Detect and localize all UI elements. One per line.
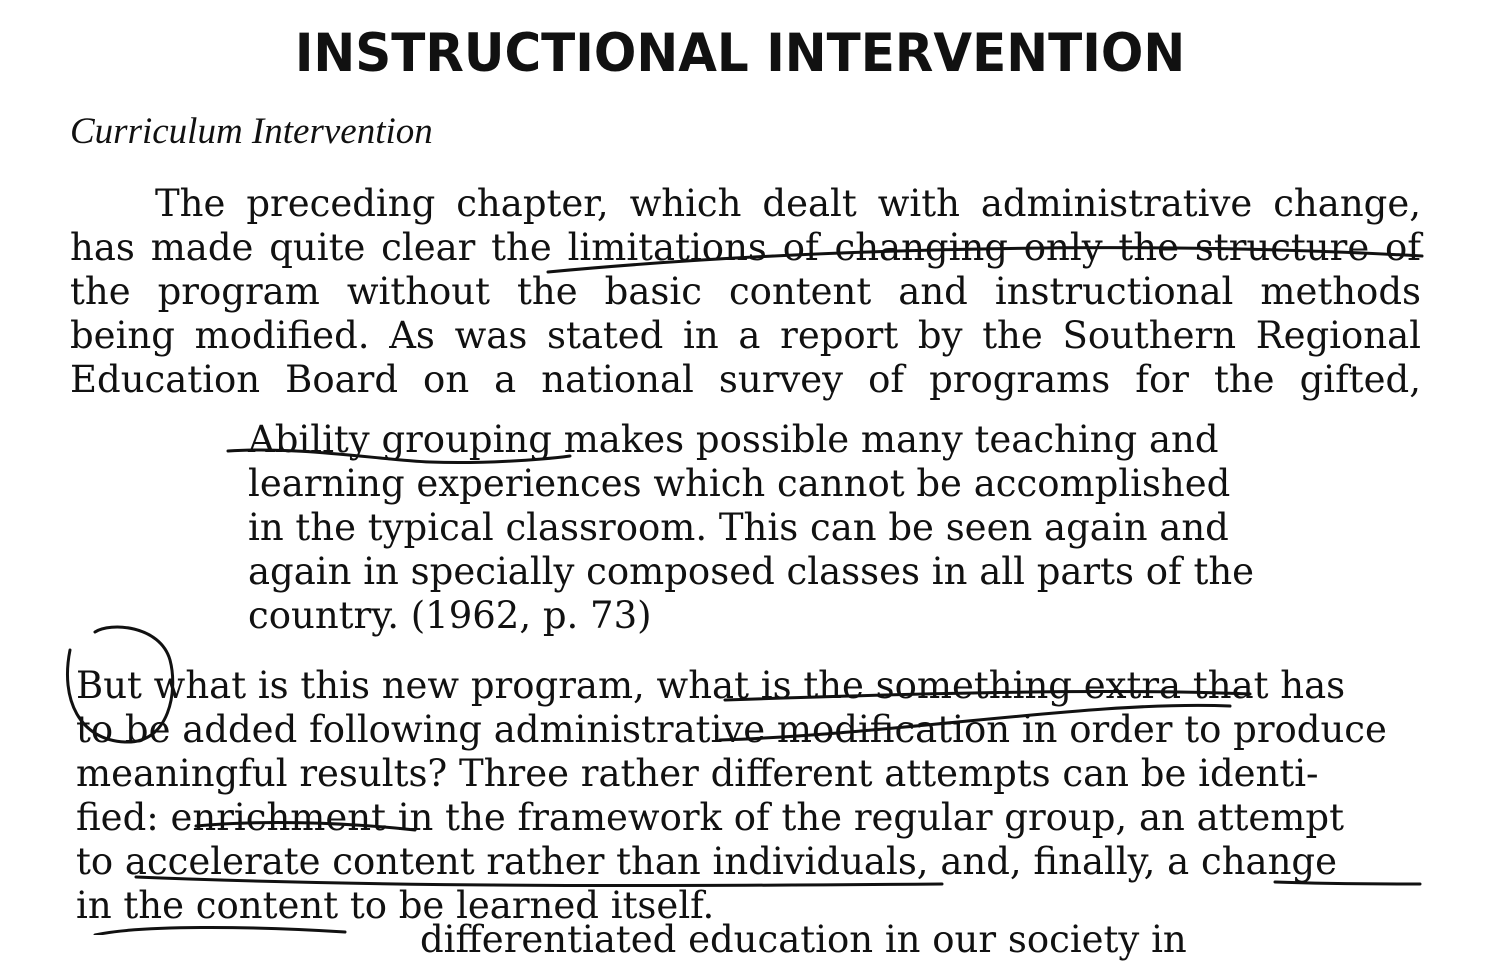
paragraph1-line-4: being modified. As was stated in a report by the Southern Regional	[70, 314, 1421, 357]
quote-line-4: again in specially composed classes in all parts of the	[248, 550, 1255, 593]
paragraph1-line-3: the program without the basic content and instructional methods	[70, 270, 1421, 313]
quote-line-2: learning experiences which cannot be accomplished	[248, 462, 1231, 505]
quote-line-3: in the typical classroom. This can be seen again and	[248, 506, 1229, 549]
paragraph2-line-1: But what is this new program, what is the something extra that has	[76, 664, 1346, 707]
paragraph1-line-1: The preceding chapter, which dealt with administrative change,	[155, 182, 1421, 225]
paragraph2-line-4: fied: enrichment in the framework of the regular group, an attempt	[76, 796, 1344, 839]
section-subheading: Curriculum Intervention	[70, 111, 433, 152]
paragraph2-line-5: to accelerate content rather than individuals, and, finally, a change	[76, 840, 1338, 883]
quote-line-1: Ability grouping makes possible many teaching and	[248, 418, 1219, 461]
paragraph2-line-2: to be added following administrative modification in order to produce	[76, 708, 1387, 751]
quote-line-5: country. (1962, p. 73)	[248, 594, 652, 637]
underline-cutoff	[95, 927, 345, 935]
cutoff-line: differentiated education in our society in	[420, 918, 1187, 961]
paragraph1-line-5: Education Board on a national survey of programs for the gifted,	[70, 358, 1421, 401]
page-heading: INSTRUCTIONAL INTERVENTION	[294, 22, 1186, 84]
paragraph2-line-3: meaningful results? Three rather different attempts can be identi-	[76, 752, 1319, 795]
paragraph2-line-6: in the content to be learned itself.	[76, 884, 715, 927]
paragraph1-line-2: has made quite clear the limitations of changing only the structure of	[70, 226, 1421, 269]
